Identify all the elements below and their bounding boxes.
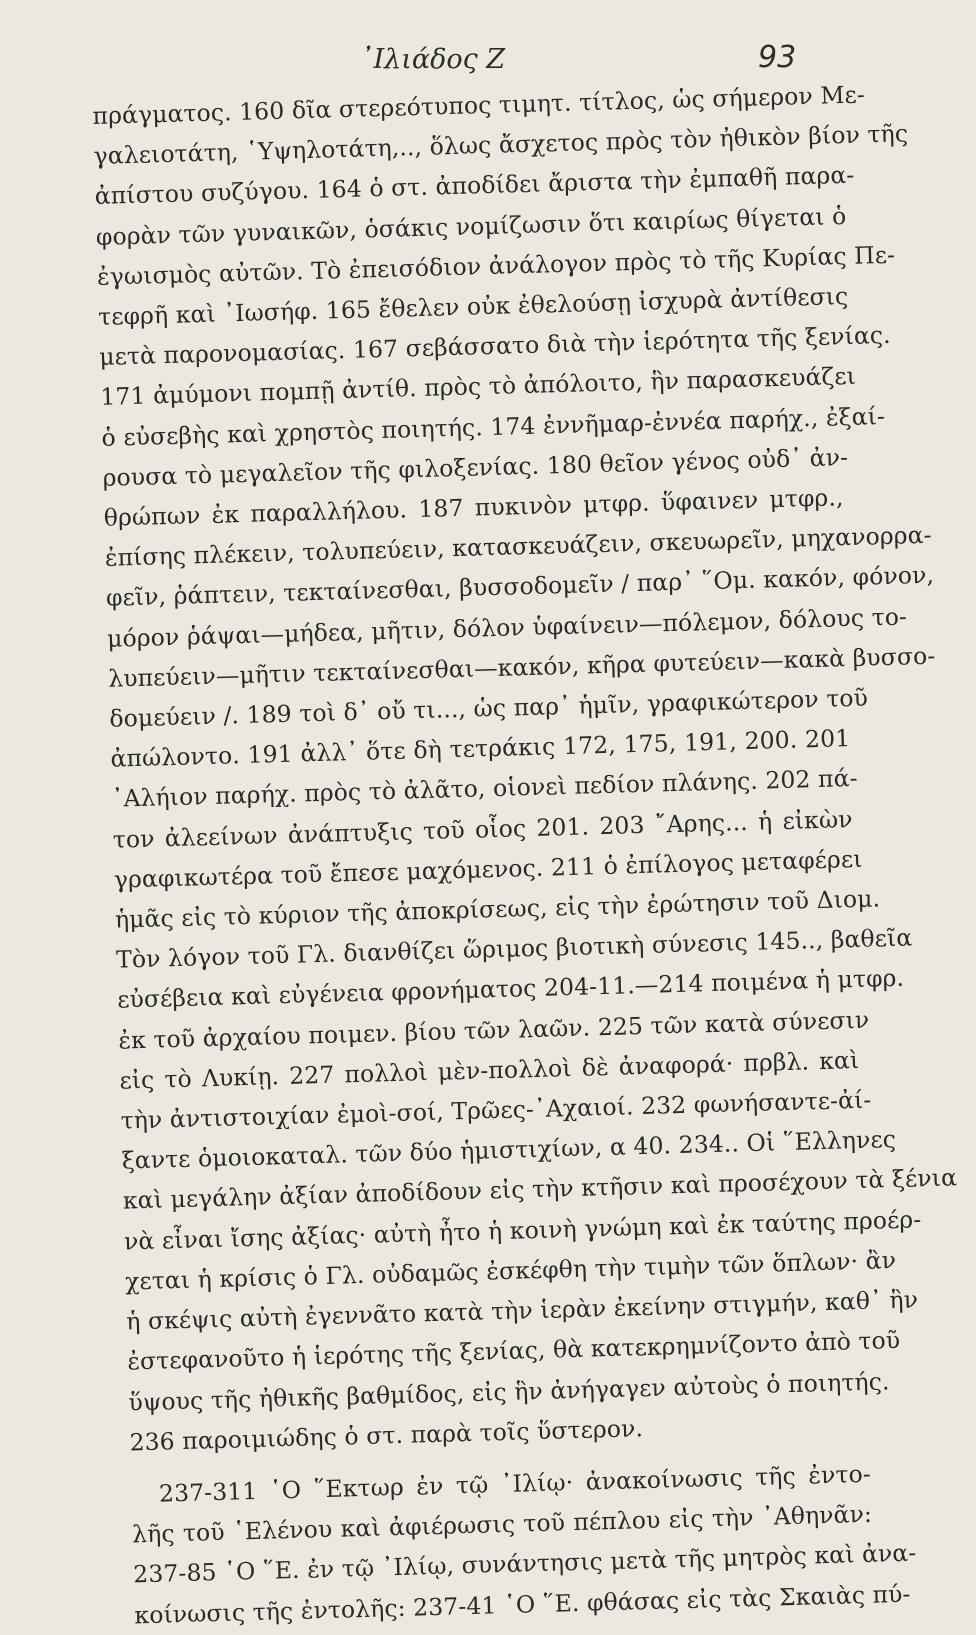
- text-line: μόρον ῥάψαι—μήδεα, μῆτιν, δόλον ὑφαίνειν—πόλεμον, δόλους το-: [106, 602, 908, 653]
- text-line: γραφικωτέρα τοῦ ἔπεσε μαχόμενος. 211 ὁ ἐπίλογος μεταφέρει: [113, 844, 863, 894]
- section-heading-line: 237-311 ῾Ο ῞Εκτωρ ἐν τῷ ᾿Ιλίῳ· ἀνακοίνωσις τῆς ἐντο-: [158, 1459, 872, 1508]
- text-line: εὐσέβεια καὶ εὐγένεια φρονήματος 204-11.—214 ποιμένα ἡ μτφρ.: [116, 964, 905, 1015]
- text-line: Τὸν λόγον τοῦ Γλ. διανθίζει ὥριμος βιοτικὴ σύνεσις 145.., βαθεῖα: [115, 923, 913, 974]
- text-line: καὶ μεγάλην ἀξίαν ἀποδίδουν εἰς τὴν κτῆσιν καὶ προσέχουν τὰ ξένια: [122, 1163, 958, 1216]
- text-line: ἐστεφανοῦτο ἡ ἱερότης τῆς ξενίας, θὰ κατεκρημνίζοντο ἀπὸ τοῦ: [126, 1326, 901, 1376]
- text-line: ἐγωισμὸς αὐτῶν. Τὸ ἐπεισόδιον ἀνάλογον πρὸς τὸ τῆς Κυρίας Πε-: [96, 240, 896, 291]
- text-line: ἐκ τοῦ ἀρχαίου ποιμεν. βίου τῶν λαῶν. 225 τῶν κατὰ σύνεσιν: [117, 1005, 870, 1055]
- text-line: φορὰν τῶν γυναικῶν, ὁσάκις νομίζωσιν ὅτι καιρίως θίγεται ὁ: [95, 201, 847, 251]
- text-line: φεῖν, ῥάπτειν, τεκταίνεσθαι, βυσσοδομεῖν / παρ᾿ ῞Ομ. κακόν, φόνον,: [105, 561, 935, 613]
- text-line: εἰς τὸ Λυκίῃ. 227 πολλοὶ μὲν-πολλοὶ δὲ ἀναφορά· πρβλ. καὶ: [119, 1045, 860, 1095]
- text-line: ὁ εὐσεβὴς καὶ χρηστὸς ποιητής. 174 ἐννῆμαρ-ἐννέα παρήχ., ἐξαί-: [101, 401, 886, 452]
- text-line: νὰ εἶναι ἴσης ἀξίας· αὐτὴ ἦτο ἡ κοινὴ γνώμη καὶ ἐκ ταύτης προέρ-: [123, 1204, 922, 1256]
- text-line: μετὰ παρονομασίας. 167 σεβάσσατο διὰ τὴν ἱερότητα τῆς ξενίας.: [98, 321, 892, 372]
- text-line: 236 παροιμιώδης ὁ στ. παρὰ τοῖς ὕστερον.: [129, 1413, 644, 1457]
- text-line: γαλειοτάτη, ῾Υψηλοτάτη,.., ὅλως ἄσχετος πρὸς τὸν ἠθικὸν βίον τῆς: [93, 119, 909, 171]
- page-number: 93: [758, 40, 797, 75]
- text-line: λυπεύειν—μῆτιν τεκταίνεσθαι—κακόν, κῆρα φυτεύειν—κακὰ βυσσο-: [107, 641, 936, 693]
- commentary-text: [92, 75, 958, 1635]
- text-line: τεφρῆ καὶ ᾿Ιωσήφ. 165 ἔθελεν οὐκ ἐθελούσῃ ἰσχυρὰ ἀντίθεσις: [97, 281, 849, 331]
- text-line: ρουσα τὸ μεγαλεῖον τῆς φιλοξενίας. 180 θεῖον γένος οὐδ᾿ ἀν-: [102, 442, 849, 492]
- running-title: ᾿Ιλιάδος Ζ: [360, 44, 506, 75]
- text-line: ὕψους τῆς ἠθικῆς βαθμίδος, εἰς ἣν ἀνήγαγεν αὐτοὺς ὁ ποιητής.: [128, 1366, 890, 1416]
- text-line: ᾿Αλήιον παρήχ. πρὸς τὸ ἀλᾶτο, οἱονεὶ πεδίον πλάνης. 202 πά-: [111, 764, 859, 814]
- text-line: ἡ σκέψις αὐτὴ ἐγεννᾶτο κατὰ τὴν ἱερὰν ἐκείνην στιγμήν, καθ᾿ ἣν: [125, 1285, 919, 1336]
- text-line: χεται ἡ κρίσις ὁ Γλ. οὐδαμῶς ἐσκέφθη τὴν τιμὴν τῶν ὅπλων· ἂν: [124, 1245, 897, 1296]
- text-line: ἡμᾶς εἰς τὸ κύριον τῆς ἀποκρίσεως, εἰς τὴν ἐρώτησιν τοῦ Διομ.: [114, 884, 881, 934]
- text-line: ξαντε ὁμοιοκαταλ. τῶν δύο ἡμιστιχίων, α 40. 234.. Οἱ ῞Ελληνες: [121, 1125, 897, 1175]
- section-heading-line: λῆς τοῦ ῾Ελένου καὶ ἀφιέρωσις τοῦ πέπλου εἰς τὴν ᾿Αθηνᾶν:: [131, 1499, 873, 1549]
- text-line: κοίνωσις τῆς ἐντολῆς: 237-41 ῾Ο ῞Ε. φθάσας εἰς τὰς Σκαιὰς πύ-: [134, 1579, 911, 1629]
- text-line: πράγματος. 160 δῖα στερεότυπος τιμητ. τίτλος, ὡς σήμερον Με-: [92, 80, 866, 130]
- text-line: τον ἀλεείνων ἀνάπτυξις τοῦ οἷος 201. 203 ῎Αρης... ἡ εἰκὼν: [112, 804, 853, 854]
- text-line: 171 ἀμύμονι πομπῇ ἀντίθ. πρὸς τὸ ἀπόλοιτο, ἣν παρασκευάζει: [100, 362, 857, 412]
- text-line: θρώπων ἐκ παραλλήλου. 187 πυκινὸν μτφρ. ὕφαινεν μτφρ.,: [103, 483, 844, 532]
- text-line: δομεύειν /. 189 τοὶ δ᾿ οὔ τι..., ὡς παρ᾿ ἡμῖν, γραφικώτερον τοῦ: [109, 683, 869, 733]
- text-line: ἀπίστου συζύγου. 164 ὁ στ. ἀποδίδει ἄριστα τὴν ἐμπαθῆ παρα-: [94, 161, 855, 211]
- text-line: ἐπίσης πλέκειν, τολυπεύειν, κατασκευάζειν, σκευωρεῖν, μηχανορρα-: [104, 520, 933, 573]
- text-line: 237-85 ῾Ο ῞Ε. ἐν τῷ ᾿Ιλίῳ, συνάντησις μετὰ τῆς μητρὸς καὶ ἀνα-: [132, 1538, 917, 1589]
- text-line: ἀπώλοντο. 191 ἀλλ᾿ ὅτε δὴ τετράκις 172, 175, 191, 200. 201: [110, 724, 851, 773]
- text-line: τὴν ἀντιστοιχίαν ἐμοὶ-σοί, Τρῶες-᾿Αχαιοί. 232 φωνήσαντε-ἀί-: [120, 1085, 872, 1135]
